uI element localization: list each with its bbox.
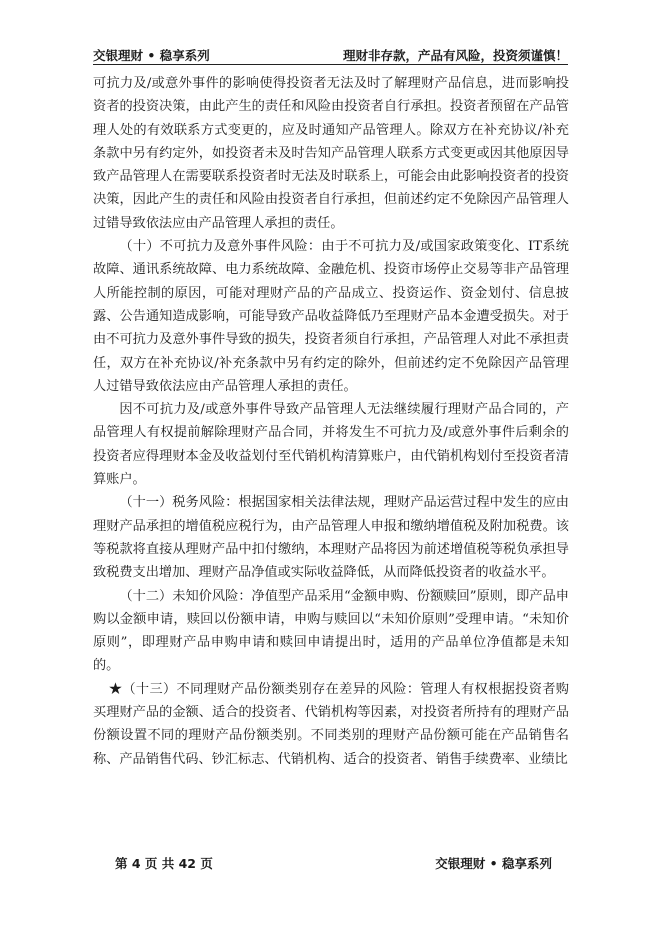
page-header [93, 44, 568, 65]
document-body [93, 72, 569, 771]
header-risk-warning: 理财非存款，产品有风险，投资须谨慎！ [342, 48, 568, 63]
paragraph-continued: 可抗力及/或意外事件的影响使得投资者无法及时了解理财产品信息，进而影响投资者的投资决策，由此产生的责任和风险由投资者自行承担。投资者预留在产品管理人处的有效联系方式变更的，应及时通知产品管理人。除双方在补充协议/补充条款中另有约定外，如投资者未及时告知产品管理人联系方式变更或因其他原因导致产品管理人在需要联系投资者时无法及时联系上，可能会由此影响投资者的投资决策，因此产生的责任和风险由投资者自行承担，但前述约定不免除因产品管理人过错导致依法应由产品管理人承担的责任。 [93, 76, 569, 231]
paragraph-force-majeure-risk: （十）不可抗力及意外事件风险：由于不可抗力及/或国家政策变化、IT系统故障、通讯系统故障、电力系统故障、金融危机、投资市场停止交易等非产品管理人所能控制的原因，可能对理财产品的产品成立、投资运作、资金划付、信息披露、公告通知造成影响，可能导致产品收益降低乃至理财产品本金遭受损失。对于由不可抗力及意外事件导致的损失，投资者须自行承担，产品管理人对此不承担责任，双方在补充协议/补充条款中另有约定的除外，但前述约定不免除因产品管理人过错导致依法应由产品管理人承担的责任。 [93, 239, 569, 394]
paragraph-unknown-price-risk: （十二）未知价风险：净值型产品采用“金额申购、份额赎回”原则，即产品申购以金额申请，赎回以份额申请，申购与赎回以“未知价原则”受理申请。“未知价原则”，即理财产品申购申请和赎回申请提出时，适用的产品单位净值都是未知的。 [93, 588, 569, 674]
page-number: 第 4 页 共 42 页 [115, 856, 213, 871]
paragraph-share-class-risk: ★（十三）不同理财产品份额类别存在差异的风险：管理人有权根据投资者购买理财产品的金额、适合的投资者、代销机构等因素，对投资者所持有的理财产品份额设置不同的理财产品份额类别。不同类别的理财产品份额可能在产品销售名称、产品销售代码、钞汇标志、代销机构、适合的投资者、销售手续费率、业绩比 [93, 681, 569, 767]
footer-series-title: 交银理财 • 稳享系列 [435, 856, 552, 871]
paragraph-contract-termination: 因不可抗力及/或意外事件导致产品管理人无法继续履行理财产品合同的，产品管理人有权提前解除理财产品合同，并将发生不可抗力及/或意外事件后剩余的投资者应得理财本金及收益划付至代销机构清算账户，由代销机构划付至投资者清算账户。 [93, 402, 569, 488]
paragraph-tax-risk: （十一）税务风险：根据国家相关法律法规，理财产品运营过程中发生的应由理财产品承担的增值税应税行为，由产品管理人申报和缴纳增值税及附加税费。该等税款将直接从理财产品中扣付缴纳，本理财产品将因为前述增值税等税负承担导致税费支出增加、理财产品净值或实际收益降低，从而降低投资者的收益水平。 [93, 495, 569, 581]
header-series-title: 交银理财 • 稳享系列 [93, 48, 210, 63]
